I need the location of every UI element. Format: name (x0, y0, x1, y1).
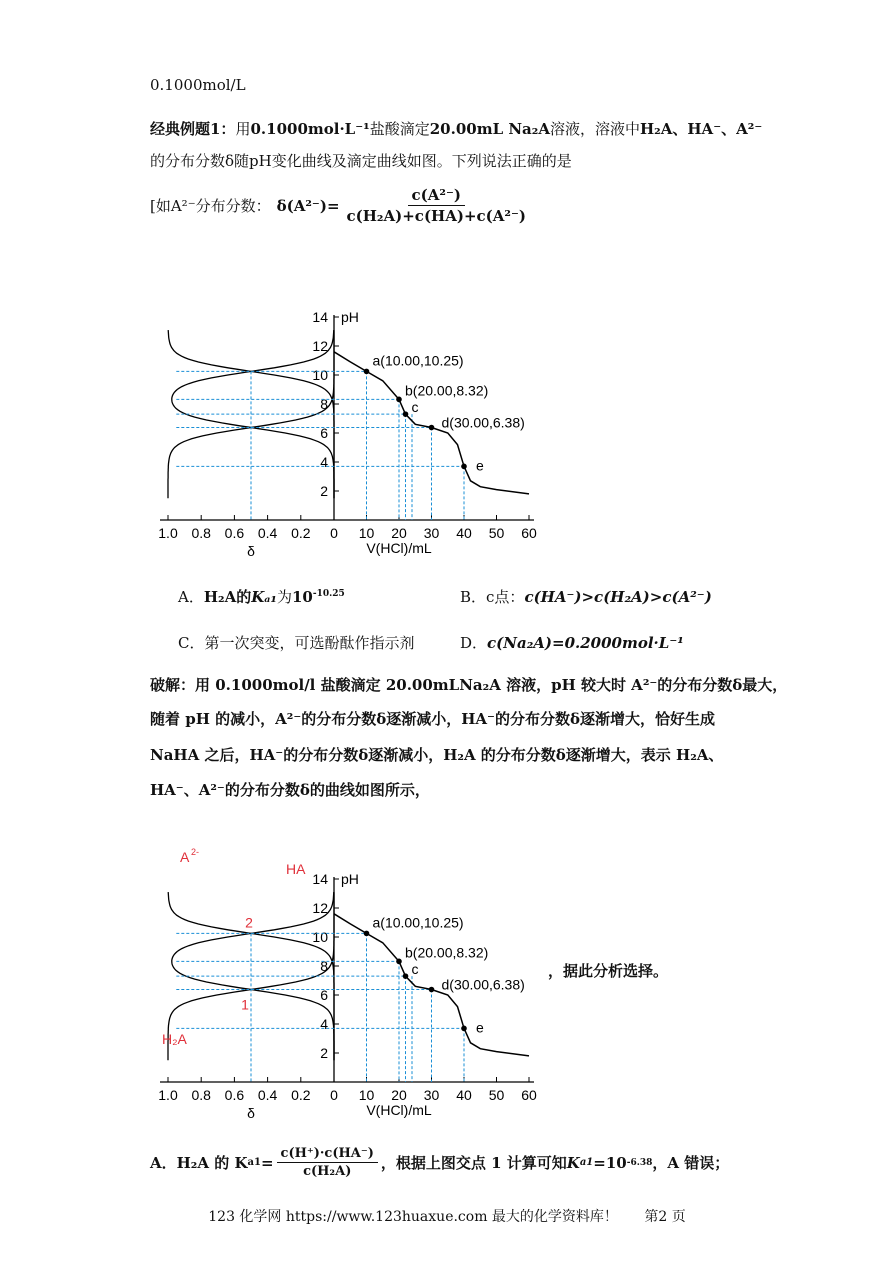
footer-page-number: 第2 页 (644, 1209, 686, 1225)
example-line-1 (150, 118, 762, 139)
x-tick-label: 30 (423, 1087, 440, 1103)
top-line: 0.1000mol/L (150, 76, 246, 94)
analysis-a-ka-exponent: -6.38 (626, 1157, 653, 1168)
analysis-a-ka-sub: a1 (579, 1157, 594, 1168)
example-concentration: 0.1000mol·L⁻¹ (250, 120, 370, 138)
delta-tick-label: 0.8 (191, 525, 211, 541)
example-text: 盐酸滴定 (369, 120, 430, 138)
option-d-expression: c(Na₂A)=0.2000mol·L⁻¹ (487, 634, 684, 652)
example-volume: 20.00mL Na₂A (429, 120, 550, 138)
point-label-c: c (411, 399, 419, 416)
option-a-exponent: -10.25 (312, 589, 345, 599)
definition-prefix: [如A²⁻分布分数： (150, 197, 271, 215)
definition-fraction (343, 186, 530, 225)
crossing-1-label: 1 (241, 996, 249, 1013)
y-tick-label: 12 (312, 900, 328, 916)
point-label-c: c (411, 961, 419, 978)
y-axis-label: pH (341, 309, 359, 325)
x-tick-label: 50 (488, 525, 505, 541)
point-e (461, 464, 467, 470)
y-tick-label: 6 (320, 425, 328, 441)
example-line-2: 的分布分数δ随pH变化曲线及滴定曲线如图。下列说法正确的是 (150, 152, 572, 170)
h2a-annotation: H₂A (162, 1031, 187, 1047)
x-tick-label: 60 (521, 525, 537, 541)
y-tick-label: 4 (320, 454, 328, 470)
y-tick-label: 14 (312, 871, 328, 887)
delta-tick-label: 1.0 (158, 1087, 178, 1103)
y-tick-label: 8 (320, 396, 328, 412)
option-a-ka: Kₐ₁ (251, 588, 277, 606)
delta-tick-label: 0.2 (291, 1087, 311, 1103)
x-tick-label: 30 (423, 525, 440, 541)
analysis-a-denominator: c(H₂A) (303, 1164, 352, 1179)
analysis-a-ka: K (566, 1153, 580, 1172)
x-tick-label: 10 (358, 1087, 375, 1103)
point-c (403, 411, 409, 417)
page-footer (0, 1206, 894, 1226)
point-label-d: d(30.00,6.38) (441, 976, 525, 993)
y-tick-label: 14 (312, 309, 328, 325)
example-text: 溶液，溶液中 (549, 120, 640, 138)
option-b-expression: c(HA⁻)>c(H₂A)>c(A²⁻) (524, 588, 712, 606)
option-d-letter: D． (460, 634, 488, 652)
analysis-a-end: ，A 错误； (652, 1154, 730, 1172)
option-a-value: 10 (291, 588, 313, 606)
point-a (364, 369, 370, 375)
x-tick-label: 40 (456, 525, 472, 541)
y-tick-label: 12 (312, 338, 328, 354)
x-tick-label: 60 (521, 1087, 537, 1103)
x-axis-label: V(HCl)/mL (366, 1102, 432, 1118)
example-label: 经典例题1： (150, 120, 236, 138)
point-label-d: d(30.00,6.38) (441, 414, 525, 431)
point-label-b: b(20.00,8.32) (405, 382, 489, 399)
delta-tick-label: 0.8 (191, 1087, 211, 1103)
point-a (364, 931, 370, 937)
point-label-a: a(10.00,10.25) (372, 914, 464, 931)
analysis-a-numerator: c(H⁺)·c(HA⁻) (277, 1146, 378, 1163)
analysis-a-pre: A．H₂A 的 K (150, 1154, 248, 1172)
definition-lhs: δ(A²⁻)= (276, 196, 340, 215)
solution-line-2: 随着 pH 的减小，A²⁻的分布分数δ逐渐减小，HA⁻的分布分数δ逐渐增大，恰好生成 (150, 710, 715, 728)
y-axis-label: pH (341, 871, 359, 887)
delta-tick-label: 0.4 (257, 1087, 278, 1103)
delta-axis-label: δ (247, 543, 255, 559)
solution-line-1: 破解：用 0.1000mol/l 盐酸滴定 20.00mLNa₂A 溶液，pH 较大时 A²⁻的分布分数δ最大， (150, 676, 788, 694)
option-c (178, 632, 415, 653)
solution-line-3: NaHA 之后，HA⁻的分布分数δ逐渐减小，H₂A 的分布分数δ逐渐增大，表示 H₂A、 (150, 746, 724, 764)
option-a (178, 586, 345, 607)
point-label-a: a(10.00,10.25) (372, 352, 464, 369)
crossing-2-label: 2 (245, 914, 253, 931)
analysis-a-eq: = (260, 1153, 274, 1172)
footer-site: 123 化学网 https://www.123huaxue.com 最大的化学资料库！ (208, 1209, 618, 1225)
delta-axis-label: δ (247, 1105, 255, 1121)
y-tick-label: 4 (320, 1016, 328, 1032)
analysis-a-post: ，根据上图交点 1 计算可知 (380, 1154, 567, 1172)
point-b (396, 959, 402, 965)
point-c (403, 973, 409, 979)
example-text: 用 (235, 120, 251, 138)
titration-chart-2 (150, 814, 540, 1124)
point-d (429, 425, 435, 431)
x-tick-label: 20 (391, 525, 407, 541)
option-a-mid: 为 (276, 588, 292, 606)
option-b-text: c点： (486, 588, 525, 606)
y-tick-label: 6 (320, 987, 328, 1003)
titration-chart-1 (150, 252, 540, 562)
x-tick-label: 0 (330, 525, 338, 541)
option-a-letter: A． (178, 588, 204, 606)
example-species: H₂A、HA⁻、A²⁻ (640, 120, 763, 138)
fraction-numerator: c(A²⁻) (408, 186, 465, 206)
x-tick-label: 20 (391, 1087, 407, 1103)
x-axis-label: V(HCl)/mL (366, 540, 432, 556)
point-e (461, 1026, 467, 1032)
option-c-letter: C． (178, 634, 205, 652)
a2-annotation-sup: 2- (191, 847, 200, 857)
x-tick-label: 0 (330, 1087, 338, 1103)
option-b (460, 586, 712, 607)
y-tick-label: 10 (312, 929, 328, 945)
solution-line-4: HA⁻、A²⁻的分布分数δ的曲线如图所示， (150, 781, 430, 799)
point-d (429, 987, 435, 993)
delta-tick-label: 0.2 (291, 525, 311, 541)
point-label-e: e (476, 457, 484, 474)
x-tick-label: 40 (456, 1087, 472, 1103)
point-b (396, 397, 402, 403)
point-label-b: b(20.00,8.32) (405, 944, 489, 961)
delta-tick-label: 0.4 (257, 525, 278, 541)
x-tick-label: 10 (358, 525, 375, 541)
analysis-a-fraction (277, 1146, 378, 1179)
analysis-a (150, 1146, 729, 1179)
analysis-a-ka-value: =10 (593, 1153, 627, 1172)
y-tick-label: 2 (320, 483, 328, 499)
option-c-text: 第一次突变，可选酚酞作指示剂 (204, 634, 415, 652)
delta-tick-label: 0.6 (224, 1087, 245, 1103)
fraction-denominator: c(H₂A)+c(HA)+c(A²⁻) (346, 207, 526, 225)
option-b-letter: B． (460, 588, 487, 606)
option-d (460, 632, 684, 653)
ha-annotation: HA (286, 861, 306, 877)
delta-tick-label: 1.0 (158, 525, 178, 541)
x-tick-label: 50 (488, 1087, 505, 1103)
delta-tick-label: 0.6 (224, 525, 245, 541)
point-label-e: e (476, 1019, 484, 1036)
chart-note: ，据此分析选择。 (548, 962, 669, 980)
y-tick-label: 2 (320, 1045, 328, 1061)
analysis-a-sub: a1 (247, 1157, 261, 1168)
y-tick-label: 8 (320, 958, 328, 974)
a2-annotation: A (180, 849, 190, 865)
y-tick-label: 10 (312, 367, 328, 383)
definition-line (150, 186, 533, 225)
option-a-text: H₂A的 (203, 588, 252, 606)
